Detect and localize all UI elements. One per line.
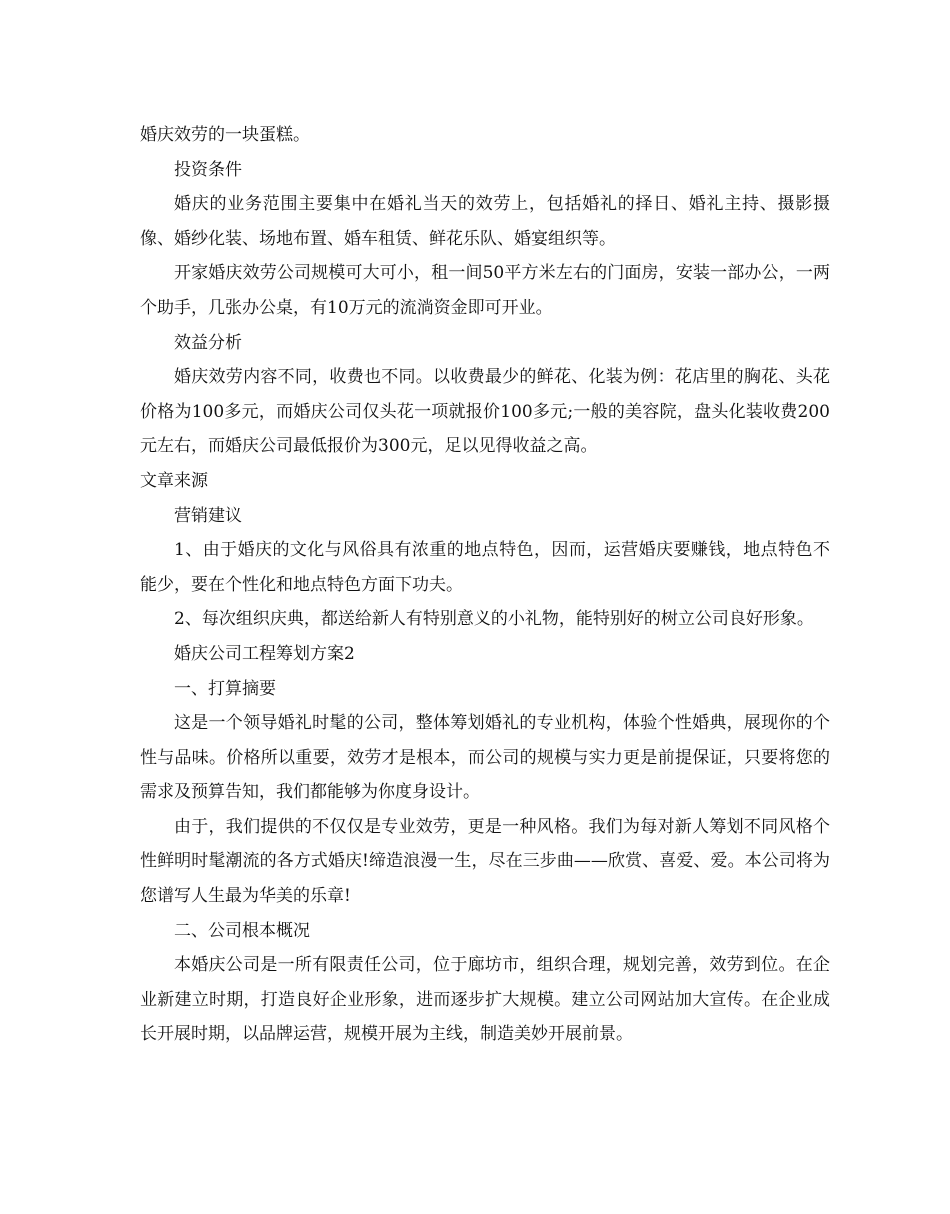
paragraph-advice-2: 2、每次组织庆典，都送给新人有特别意义的小礼物，能特别好的树立公司良好形象。: [174, 609, 814, 630]
paragraph-cake-line: 婚庆效劳的一块蛋糕。: [140, 125, 310, 145]
paragraph-advice-1: 1、由于婚庆的文化与风俗具有浓重的地点特色，因而，运营婚庆要赚钱，地点特色不能少，要在个性化和地点特色方面下功夫。: [140, 540, 830, 595]
heading-company-overview: 二、公司根本概况: [174, 920, 310, 941]
paragraph-style: 由于，我们提供的不仅仅是专业效劳，更是一种风格。我们为每对新人筹划不同风格个性鲜明时髦潮流的各方式婚庆!缔造浪漫一生，尽在三步曲——欣赏、喜爱、爱。本公司将为您谱写人生最为华美的乐章!: [140, 816, 830, 907]
paragraph-pricing: 婚庆效劳内容不同，收费也不同。以收费最少的鲜花、化装为例：花店里的胸花、头花价格为100多元，而婚庆公司仅头花一项就报价100多元;一般的美容院，盘头化装收费200元左右，而婚庆公司最低报价为300元，足以见得收益之高。: [140, 367, 830, 457]
heading-plan-summary: 一、打算摘要: [174, 678, 276, 699]
heading-investment-conditions: 投资条件: [174, 159, 242, 180]
document-body: [140, 118, 830, 1052]
article-source-label: 文章来源: [140, 470, 208, 491]
paragraph-company-setup: 开家婚庆效劳公司规模可大可小，租一间50平方米左右的门面房，安装一部办公，一两个助手，几张办公桌，有10万元的流淌资金即可开业。: [140, 263, 830, 318]
heading-benefit-analysis: 效益分析: [174, 332, 242, 353]
paragraph-summary: 这是一个领导婚礼时髦的公司，整体筹划婚礼的专业机构，体验个性婚典，展现你的个性与品味。价格所以重要，效劳才是根本，而公司的规模与实力更是前提保证，只要将您的需求及预算告知，我们都能够为你度身设计。: [140, 713, 830, 803]
heading-plan-2: 婚庆公司工程筹划方案2: [174, 643, 355, 664]
heading-marketing-advice: 营销建议: [174, 505, 242, 526]
paragraph-business-scope: 婚庆的业务范围主要集中在婚礼当天的效劳上，包括婚礼的择日、婚礼主持、摄影摄像、婚纱化装、场地布置、婚车租赁、鲜花乐队、婚宴组织等。: [140, 194, 830, 249]
paragraph-company-overview: 本婚庆公司是一所有限责任公司，位于廊坊市，组织合理，规划完善，效劳到位。在企业新建立时期，打造良好企业形象，进而逐步扩大规模。建立公司网站加大宣传。在企业成长开展时期，以品牌运营，规模开展为主线，制造美妙开展前景。: [140, 955, 830, 1045]
